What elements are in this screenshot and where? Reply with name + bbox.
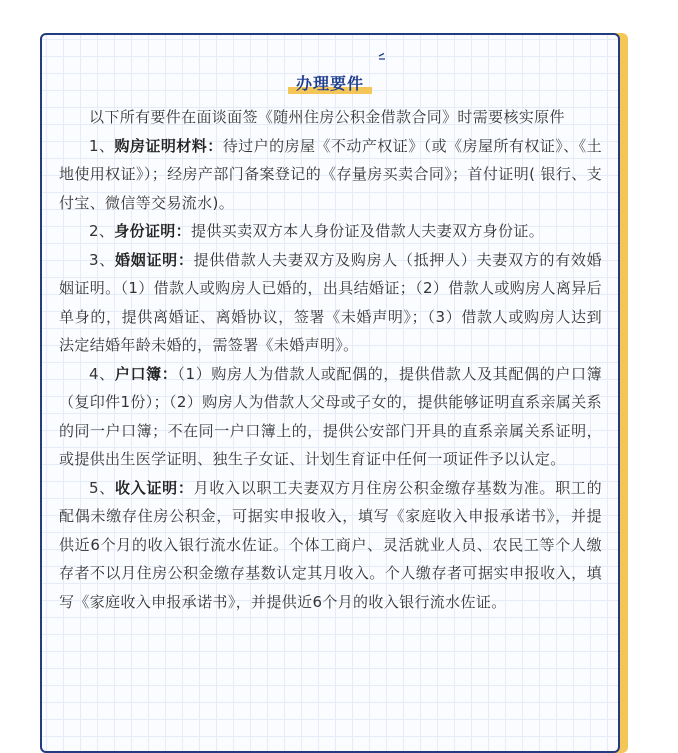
item-label: 收入证明： (115, 478, 194, 497)
requirement-item-3: 3、婚姻证明：提供借款人夫妻双方及购房人（抵押人）夫妻双方的有效婚姻证明。（1）借款人或购房人已婚的，出具结婚证；（2）借款人或购房人离异后单身的，提供离婚证、离婚协议，签署《未婚声明》；（3）借款人或购房人达到法定结婚年龄未婚的，需签署《未婚声明》。 (59, 250, 602, 354)
requirement-item-5: 5、收入证明：月收入以职工夫妻双方月住房公积金缴存基数为准。职工的配偶未缴存住房公积金，可据实申报收入，填写《家庭收入申报承诺书》，并提供近6个月的收入银行流水佐证。个体工商户、灵活就业人员、农民工等个人缴存者不以月住房公积金缴存基数认定其月收入。个人缴存者可据实申报收入，填写《家庭收入申报承诺书》，并提供近6个月的收入银行流水佐证。 (59, 478, 602, 611)
item-label: 户口簿： (114, 364, 178, 383)
decorative-corner-icon (378, 52, 386, 60)
requirement-item-1: 1、购房证明材料：待过户的房屋《不动产权证》（或《房屋所有权证》、《土地使用权证》）；经房产部门备案登记的《存量房买卖合同》；首付证明( 银行、支付宝、微信等交易流水)。 (59, 136, 603, 212)
intro-paragraph: 以下所有要件在面谈面签《随州住房公积金借款合同》时需要核实原件 (89, 108, 565, 126)
item-label: 身份证明： (114, 222, 192, 240)
item-label: 婚姻证明： (115, 250, 194, 269)
requirements-content (59, 103, 602, 616)
requirement-item-2: 2、身份证明：提供买卖双方本人身份证及借款人夫妻双方身份证。 (89, 222, 545, 240)
requirement-item-4: 4、户口簿：（1）购房人为借款人或配偶的，提供借款人及其配偶的户口簿（复印件1份）；（2）购房人为借款人父母或子女的，提供能够证明直系亲属关系的同一户口簿；不在同一户口簿上的，提供公安部门开具的直系亲属关系证明，或提供出生医学证明、独生子女证、计划生育证中任何一项证件予以认定。 (59, 364, 602, 468)
item-label: 购房证明材料： (114, 136, 223, 155)
page-title: 办理要件 (288, 73, 372, 95)
requirements-card (40, 33, 620, 753)
